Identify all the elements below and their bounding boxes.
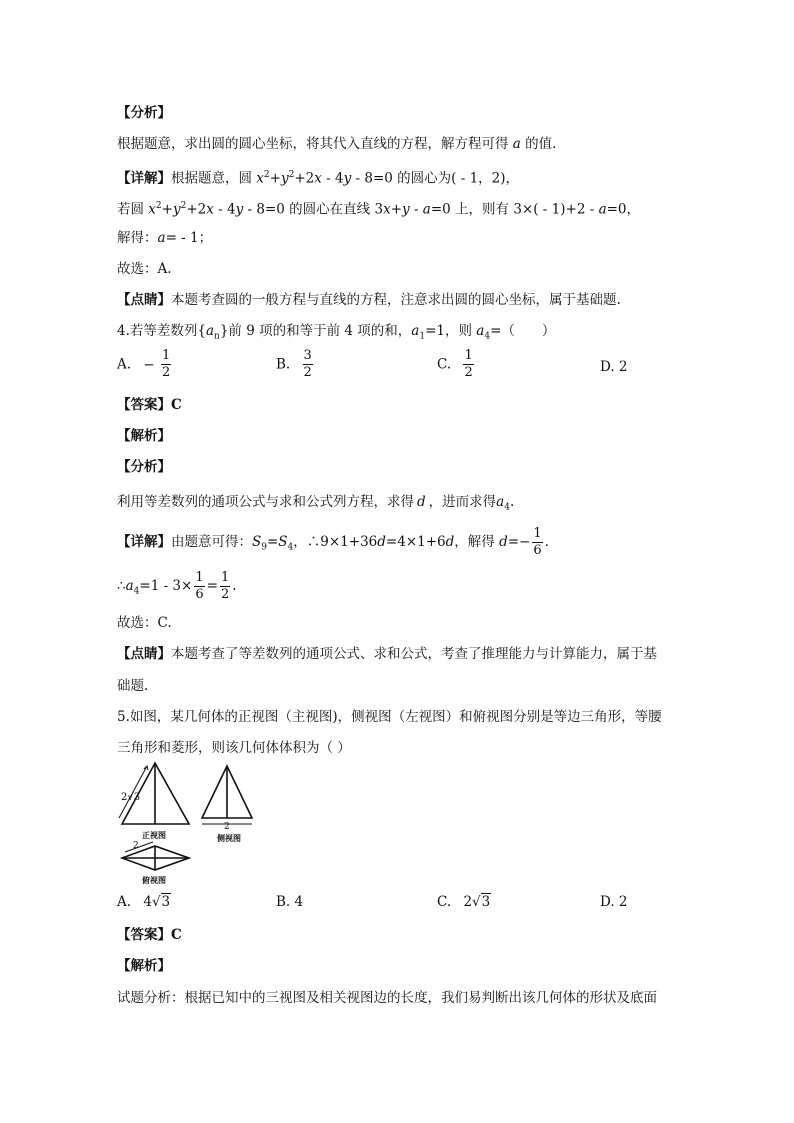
text: - 8=0 的圆心为( - 1，2)， (351, 170, 520, 187)
question-5-cont: 三角形和菱形，则该几何体体积为（ ） (117, 740, 351, 756)
text: = - 1； (165, 230, 213, 246)
text: + (161, 201, 173, 218)
text: 根据题意，圆 (171, 170, 257, 187)
var: d (499, 534, 508, 550)
text: 解得： (117, 230, 158, 246)
fenxi-4-text (117, 493, 514, 517)
text: ∴ (117, 578, 126, 594)
text: }前 9 项的和等于前 4 项的和， (219, 323, 412, 339)
numerator: 1 (464, 348, 473, 363)
var: a (476, 323, 485, 339)
var: a (496, 494, 505, 510)
front-view-label: 正视图 (142, 831, 166, 840)
option-4d: D. 2 (600, 359, 628, 375)
jiexi-5: 【解析】 (117, 958, 171, 974)
var: a (411, 323, 420, 339)
var: d (417, 494, 426, 510)
text: 由题意可得： (171, 534, 252, 550)
label: C. (437, 894, 452, 910)
option-4c (437, 348, 476, 381)
answer-4 (117, 396, 182, 414)
sub: 4 (287, 542, 294, 553)
var: y (235, 201, 244, 218)
text: +2 (186, 201, 207, 218)
var: d (377, 534, 386, 550)
numerator: 3 (303, 348, 312, 363)
line-solve (117, 229, 212, 247)
text: - (409, 201, 423, 218)
fraction (194, 570, 204, 603)
exp: 2 (180, 201, 187, 211)
text: =0 上，则有 3×( - 1)+2 - (430, 201, 599, 218)
denominator: 2 (161, 365, 171, 380)
text: - 4 (321, 170, 344, 187)
var: y (343, 170, 352, 187)
var: S (278, 534, 288, 550)
numerator: 1 (161, 348, 171, 363)
var: a (422, 201, 431, 218)
option-4a (117, 348, 173, 381)
option-4b (276, 348, 315, 381)
text: + (390, 201, 402, 218)
text: ，进而求得 (428, 494, 497, 510)
text: 根据题意，求出圆的圆心坐标，将其代入直线的方程，解方程可得 (117, 136, 513, 152)
sub: 9 (261, 542, 267, 553)
denominator: 2 (464, 365, 473, 380)
text: . (232, 578, 237, 594)
sign: − (143, 356, 155, 373)
comment-4-cont: 础题. (117, 678, 149, 694)
text: ，∴9×1+36 (293, 534, 378, 550)
label: C. (437, 356, 452, 373)
text: - 4 (213, 201, 236, 218)
radicand: 3 (161, 894, 171, 910)
sign: − (519, 534, 531, 550)
text: . (544, 534, 549, 550)
tag: 【详解】 (117, 534, 171, 550)
numerator: 1 (533, 526, 542, 541)
question-5: 5.如图，某几何体的正视图（主视图)，侧视图（左视图）和俯视图分别是等边三角形，等腰 (117, 709, 662, 725)
line-analysis-text (117, 135, 556, 153)
var: x (206, 201, 214, 218)
text: 本题考查圆的一般方程与直线的方程，注意求出圆的圆心坐标，属于基础题. (171, 292, 621, 308)
var: x (148, 201, 156, 218)
text: =（ ） (490, 323, 556, 339)
tag: 【点睛】 (117, 646, 171, 662)
exp: 2 (155, 201, 162, 211)
sub: 4 (133, 586, 140, 597)
var: x (383, 201, 391, 218)
sub: n (214, 331, 220, 342)
text: = (206, 578, 218, 594)
analysis-5: 试题分析：根据已知中的三视图及相关视图边的长度，我们易判断出该几何体的形状及底面 (117, 990, 657, 1006)
radicand: 3 (481, 894, 491, 910)
var: y (172, 201, 181, 218)
answer-5 (117, 926, 182, 944)
text: +2 (294, 170, 315, 187)
length-label: 2 (133, 841, 139, 851)
question-4 (117, 322, 555, 346)
fraction (303, 348, 313, 381)
side-view (202, 766, 252, 824)
text: - 8=0 的圆心在直线 3 (243, 201, 384, 218)
var: d (445, 534, 455, 550)
text: =1，则 (425, 323, 477, 339)
sqrt: √3 (472, 894, 491, 910)
detail-4 (117, 524, 549, 566)
line-detail-2 (117, 197, 640, 219)
sub: 4 (504, 502, 510, 513)
line-fenxi-1: 【分析】 (117, 105, 171, 121)
text: ，解得 (454, 534, 500, 550)
text: = (266, 534, 279, 550)
label: A. (117, 356, 132, 373)
coef: 4 (143, 894, 152, 910)
denominator: 6 (533, 543, 542, 558)
sqrt: √3 (151, 894, 171, 910)
text: 若圆 (117, 201, 149, 218)
text: 的值. (520, 136, 557, 152)
side-view-label: 侧视图 (217, 834, 241, 843)
text: . (509, 494, 515, 510)
exp: 2 (263, 170, 270, 180)
option-5c (437, 894, 491, 910)
var: a (598, 201, 607, 218)
var: y (280, 170, 289, 187)
text: =4×1+6 (385, 534, 446, 550)
numerator: 1 (195, 570, 204, 585)
var: a (157, 230, 166, 246)
fenxi-4: 【分析】 (117, 459, 171, 475)
text: 本题考查了等差数列的通项公式、求和公式，考查了推理能力与计算能力，属于基 (171, 646, 657, 662)
comment-4 (117, 645, 657, 663)
fraction (220, 570, 230, 603)
exp: 2 (288, 170, 295, 180)
numerator: 1 (220, 570, 230, 585)
fraction (161, 348, 171, 381)
line-comment-3 (117, 291, 621, 309)
option-5d: D. 2 (600, 894, 628, 910)
coef: 2 (463, 894, 473, 910)
var: a (512, 136, 521, 152)
option-5a (117, 894, 171, 910)
var: S (252, 534, 262, 550)
denominator: 2 (220, 587, 230, 602)
choose-c: 故选：C. (117, 615, 172, 631)
top-view-label: 俯视图 (142, 876, 166, 885)
text: = (507, 534, 520, 550)
label: B. (276, 356, 291, 373)
answer-text: 【答案】C (117, 927, 182, 943)
var: y (402, 201, 410, 218)
text: + (269, 170, 281, 187)
tag: 【点睛】 (117, 292, 171, 308)
fraction (532, 526, 542, 559)
line-detail-1 (117, 166, 519, 188)
therefore-4 (117, 568, 237, 610)
text: =0， (606, 201, 641, 218)
var: a (125, 578, 134, 594)
denominator: 2 (303, 365, 312, 380)
length-label: 2 (224, 822, 230, 832)
sub: 1 (419, 331, 426, 342)
label: A. (117, 894, 132, 910)
line-choose-a: 故选：A. (117, 261, 172, 277)
tag: 【详解】 (117, 170, 171, 187)
sub: 4 (484, 331, 491, 342)
text: =1 - 3× (139, 578, 193, 594)
var: a (205, 323, 215, 339)
var: x (314, 170, 322, 187)
denominator: 6 (195, 587, 204, 602)
jiexi-4: 【解析】 (117, 428, 171, 444)
var: x (256, 170, 264, 187)
option-5b: B. 4 (276, 894, 304, 910)
three-view-figure (117, 758, 267, 888)
length-label: 2√3 (121, 792, 141, 803)
text: 4.若等差数列{ (117, 323, 206, 339)
text: 利用等差数列的通项公式与求和公式列方程，求得 (117, 494, 414, 510)
fraction (463, 348, 473, 381)
answer-text: 【答案】C (117, 397, 182, 413)
